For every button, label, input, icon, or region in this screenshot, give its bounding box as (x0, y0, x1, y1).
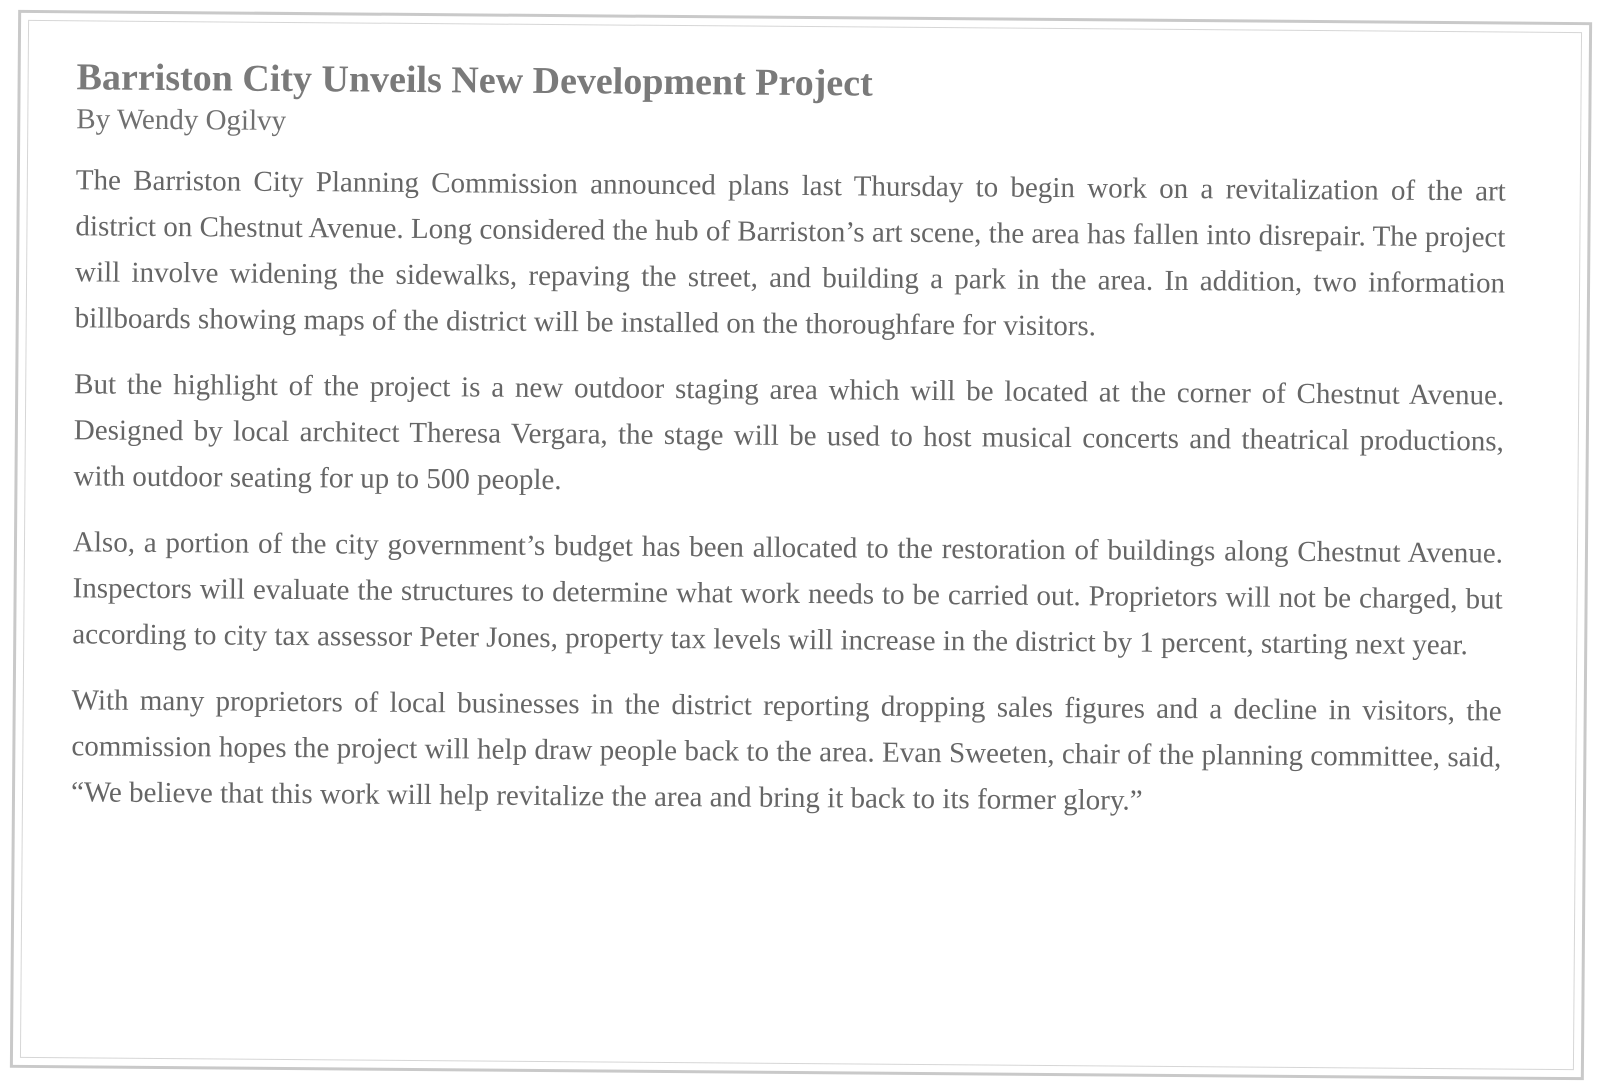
article-paragraph-3: Also, a portion of the city government’s budget has been allocated to the restoration of buildings along Chestnut Avenue. Inspectors will evaluate the structures to determine what work needs to be carried out. Proprietors will not be charged, but according to city tax assessor Peter Jones, property tax levels will increase in the district by 1 percent, starting next year. (72, 526, 1504, 662)
article-byline: By Wendy Ogilvy (76, 103, 287, 137)
article-body (71, 55, 1507, 826)
article-headline: Barriston City Unveils New Development Project (76, 56, 873, 105)
article-paragraph-4: With many proprietors of local businesses in the district reporting dropping sales figures and a decline in visitors, the commission hopes the project will help draw people back to the area. Evan Sweeten, chair of the planning committee, said, “We believe that this work will help revitalize the area and bring it back to its former glory.” (70, 684, 1502, 817)
article-paragraph-1: The Barriston City Planning Commission announced plans last Thursday to begin work on a revitalization of the art district on Chestnut Avenue. Long considered the hub of Barriston’s art scene, the area has fallen into disrepair. The project will involve widening the sidewalks, repaving the street, and building a park in the area. In addition, two information billboards showing maps of the district will be installed on the thoroughfare for visitors. (74, 164, 1506, 343)
article-frame (10, 10, 1592, 1080)
article-paragraph-2: But the highlight of the project is a new outdoor staging area which will be located at the corner of Chestnut Avenue. Designed by local architect Theresa Vergara, the stage will be used to host musical concerts and theatrical productions, with outdoor seating for up to 500 people. (73, 368, 1505, 497)
